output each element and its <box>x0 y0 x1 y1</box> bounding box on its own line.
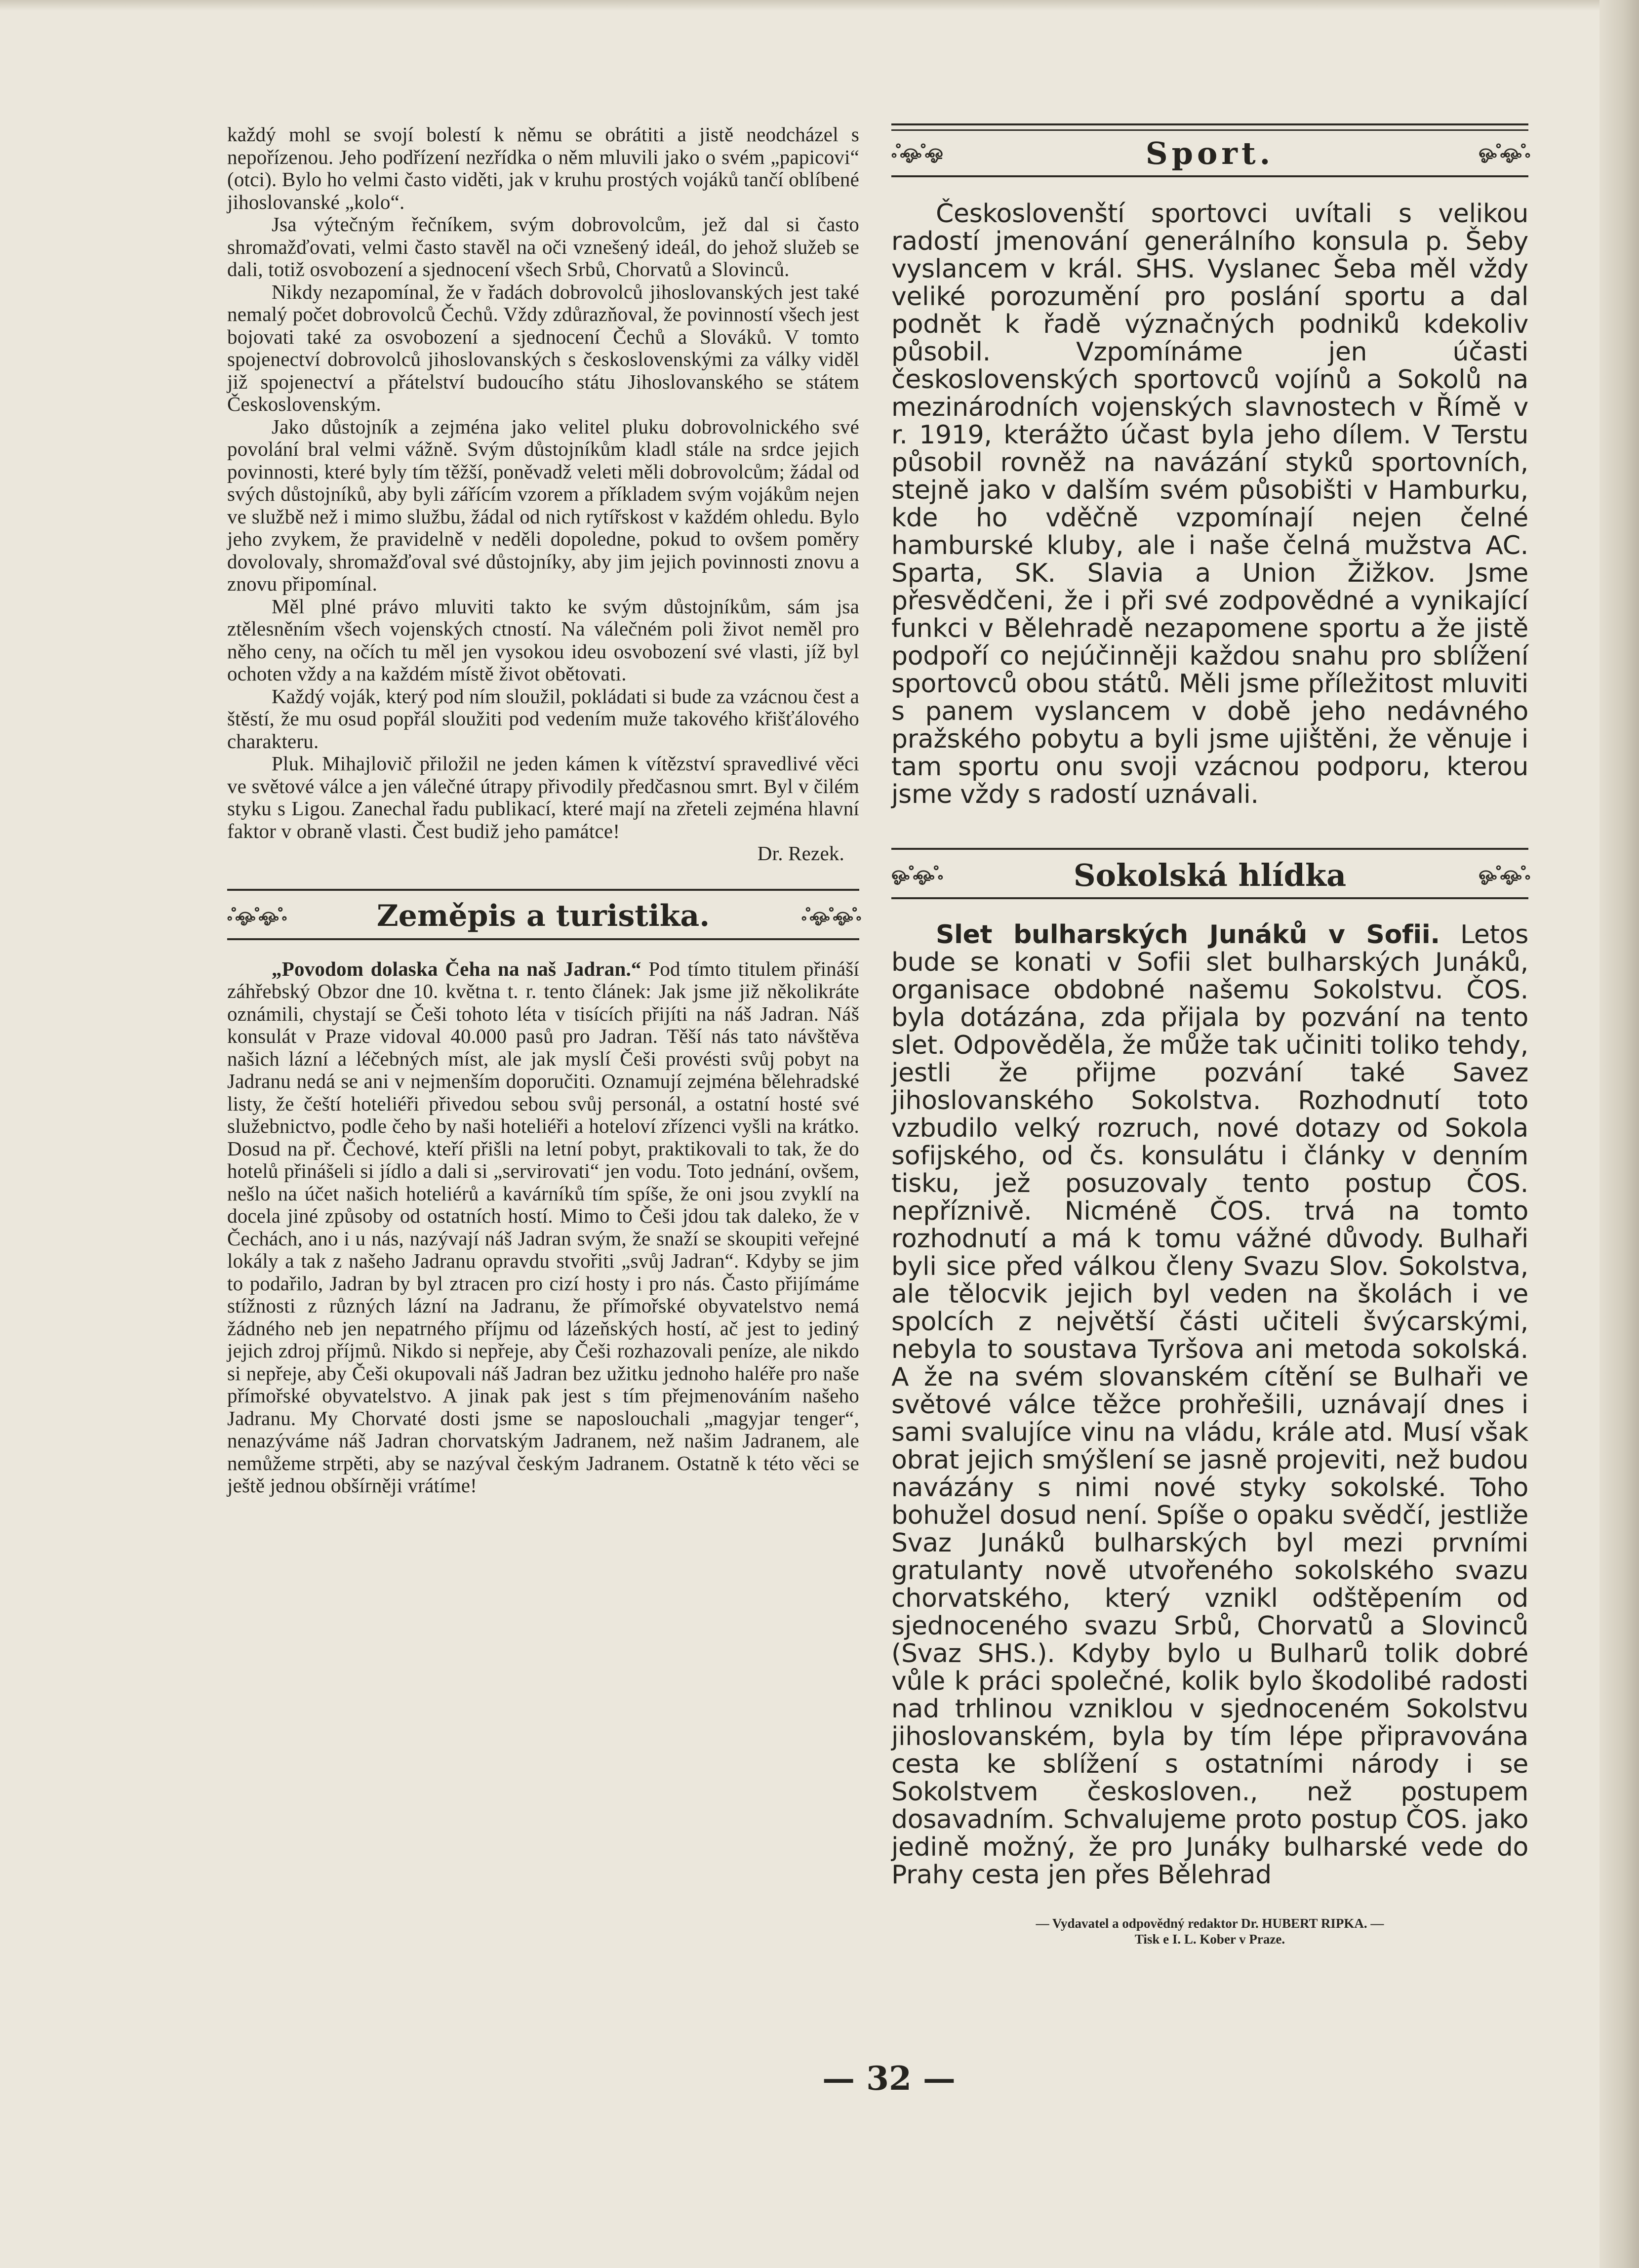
ornament-left-icon: ஃஓஃஓஃ <box>227 905 285 925</box>
ornament-left-icon: ஃஓஃஓ <box>891 142 941 162</box>
page-right-edge <box>1599 0 1639 2268</box>
right-column <box>891 123 1528 1947</box>
section-divider <box>227 889 859 891</box>
sokol-section-title: Sokolská hlídka <box>1073 857 1347 893</box>
obituary-paragraph: Každý voják, který pod ním sloužil, pokládati si bude za vzácnou čest a štěstí, že mu osud popřál sloužiti pod vedením muže takového křišťálového charakteru. <box>227 684 859 753</box>
sport-section-header <box>891 131 1528 175</box>
obituary-paragraph: každý mohl se svojí bolestí k němu se obrátiti a jistě neodcházel s nepořízenou. Jeho podřízení nezřídka o něm mluvili jako o svém „papicovi“ (otci). Bylo ho velmi často viděti, jak v kruhu prostých vojáků tančí oblíbené jihoslovanské „kolo“. <box>227 123 859 213</box>
page-top-shadow <box>0 0 1639 11</box>
obituary-paragraph: Nikdy nezapomínal, že v řadách dobrovolců jihoslovanských jest také nemalý počet dobrovolců Čechů. Vždy zdůrazňoval, že povinností všech jest bojovati také za osvobození a sjednocení Čechů a Slováků. V tomto spojenectví dobrovolců jihoslovanských s československými za války viděl již spojenectví a přátelství budoucího státu Jihoslovanského se státem Československým. <box>227 280 859 415</box>
sokol-article <box>891 921 1528 1889</box>
publisher-credit: — Vydavatel a odpovědný redaktor Dr. HUBERT RIPKA. — <box>1036 1916 1384 1931</box>
geography-article <box>227 958 859 1497</box>
author-signature: Dr. Rezek. <box>757 842 844 865</box>
ornament-right-icon: ஓஃஓஃ <box>1479 864 1528 884</box>
geography-section-header <box>227 894 859 938</box>
article-lead: Slet bulharských Junáků v Sofii. <box>936 920 1440 950</box>
sokol-section-header <box>891 853 1528 897</box>
obituary-paragraph: Pluk. Mihajlovič přiložil ne jeden kámen k vítězství spravedlivé věci ve světové válce a jen válečné útrapy přivodily předčasnou smrt. Byl v čilém styku s Ligou. Zanechal řadu publikací, které mají na zřeteli zejména hlavní faktor v obraně vlasti. Čest budiž jeho památce! <box>227 752 859 842</box>
geography-section-title: Zeměpis a turistika. <box>376 898 710 933</box>
sport-section-title: Sport. <box>1145 135 1275 171</box>
printer-credit: Tisk e I. L. Kober v Praze. <box>1134 1932 1285 1947</box>
section-divider <box>891 848 1528 850</box>
ornament-right-icon: ஓஃஓஃ <box>1479 142 1528 162</box>
article-body: Pod tímto titulem přináší záhřebský Obzor dne 10. května t. r. tento článek: Jak jsme již několikráte oznámili, chystají se Češi tohoto léta v tisících přijíti na náš Jadran. Náš konsulát v Praze vidoval 40.000 pasů pro Jadran. Těší nás tato návštěva našich lázní a léčebných míst, ale jak myslí Češi provésti svůj pobyt na Jadranu nedá se ani v nejmenším doporučiti. Oznamují zejména bělehradské listy, že čeští hoteliéři přivedou sebou svůj personál, a ostatní hosté své služebnictvo, podle čeho by naši hoteliéři a hoteloví zřízenci vyšli na krátko. Dosud na př. Čechové, kteří přišli na letní pobyt, praktikovali to tak, že do hotelů přinášeli si jídlo a dali si „servirovati“ jen vodu. Toto jednání, ovšem, nešlo na účet našich hoteliérů a kavárníků tím spíše, že oni jsou zvyklí na docela jiné způsoby od ostatních hostí. Mimo to Češi jdou tak daleko, že v Čechách, ano i u nás, nazývají náš Jadran svým, že snaží se skoupiti veřejné lokály a tak z našeho Jadranu opravdu stvořiti „svůj Jadran“. Kdyby se jim to podařilo, Jadran by byl ztracen pro cizí hosty i pro nás. Často přijímáme stížnosti z různých lázní na Jadranu, že přímořské obyvatelstvo nemá žádného neb jen nepatrného příjmu od lázeňských hostí, ač jest to jediný jejich zdroj příjmů. Nikdo si nepřeje, aby Češi rozhazovali peníze, ale nikdo si nepřeje, aby Češi okupovali náš Jadran bez užitku jednoho haléře pro naše přímořské obyvatelstvo. A jinak pak jest s tím přejmenováním našeho Jadranu. My Chorvaté dosti jsme se naposlouchali „magyjar tenger“, nenazýváme náš Jadran chorvatským Jadranem, než našim Jadranem, ale nemůžeme strpěti, aby se nazýval českým Jadranem. Ostatně k této věci se ještě jednou obšírněji vrátíme! <box>227 957 859 1497</box>
obituary-paragraph: Měl plné právo mluviti takto ke svým důstojníkům, sám jsa ztělesněním všech vojenských ctností. Na válečném poli život neměl pro něho ceny, na očích tu měl jen vysokou ideu osvobození své vlasti, jíž byl ochoten vždy a na každém místě život obětovati. <box>227 595 859 685</box>
article-body: Letos bude se konati v Sofii slet bulharských Junáků, organisace obdobné našemu Sokolstvu. ČOS. byla dotázána, zda přijala by pozvání na tento slet. Odpověděla, že může tak učiniti toliko tehdy, jestli že přijme pozvání také Savez jihoslovanského Sokolstva. Rozhodnutí toto vzbudilo velký rozruch, nové dotazy od Sokola sofijského, od čs. konsulátu i články v denním tisku, jež posuzovaly tento postup ČOS. nepříznivě. Nicméně ČOS. trvá na tomto rozhodnutí a má k tomu vážné důvody. Bulhaři byli sice před válkou členy Svazu Slov. Sokolstva, ale tělocvik jejich byl veden na školách i ve spolcích z největší části učiteli švýcarskými, nebyla to soustava Tyršova ani metoda sokolská. A že na svém slovanském cítění se Bulhaři ve světové válce těžce prohřešili, uznávají dnes i sami svalujíce vinu na vládu, krále atd. Musí však obrat jejich smýšlení se jasně projeviti, než budou navázány s nimi nové styky sokolské. Toho bohužel dosud není. Spíše o opaku svědčí, jestliže Svaz Junáků bulharských byl mezi prvními gratulanty nově utvořeného sokolského svazu chorvatského, který vznikl odštěpením od sjednoceného svazu Srbů, Chorvatů a Slovinců (Svaz SHS.). Kdyby bylo u Bulharů tolik dobré vůle k práci společné, kolik bylo škodolibé radosti nad trhlinou vzniklou v sjednoceném Sokolstvu jihoslovanském, byla by tím lépe připravována cesta ke sblížení s ostatními národy i se Sokolstvem českosloven., než postupem dosavadním. Schvalujeme proto postup ČOS. jako jedině možný, že pro Junáky bulharské vede do Prahy cesta jen přes Bělehrad <box>891 920 1529 1890</box>
ornament-left-icon: ஓஃஓஃ <box>891 864 941 884</box>
article-lead: „Povodom dolaska Čeha na naš Jadran.“ <box>272 957 641 980</box>
left-column <box>227 123 859 1497</box>
obituary-paragraph: Jsa výtečným řečníkem, svým dobrovolcům, jež dal si často shromažďovati, velmi často stavěl na oči vznešený ideál, do jehož služeb se dali, totiž osvobození a sjednocení všech Srbů, Chorvatů a Slovinců. <box>227 213 859 280</box>
section-divider <box>891 123 1528 131</box>
sport-article: Českoslovenští sportovci uvítali s velikou radostí jmenování generálního konsula p. Šeby vyslancem v král. SHS. Vyslanec Šeba měl vždy veliké porozumění pro poslání sportu a dal podnět k řadě význačných podniků kdekoliv působil. Vzpomínáme jen účasti československých sportovců vojínů a Sokolů na mezinárodních vojenských slavnostech v Římě v r. 1919, kterážto účast byla jeho dílem. V Terstu působil rovněž na navázání styků sportovních, stejně jako v dalším svém působišti v Hamburku, kde ho vděčně vzpomínají nejen čelné hamburské kluby, ale i naše čelná mužstva AC. Sparta, SK. Slavia a Union Žižkov. Jsme přesvědčeni, že i při své zodpovědné a vynikající funkci v Bělehradě nezapomene sportu a že jistě podpoří co nejúčinněji každou snahu pro sblížení sportovců obou států. Měli jsme příležitost mluviti s panem vyslancem v době jeho nedávného pražského pobytu a byli jsme ujištěni, že věnuje i tam sportu onu svoji vzácnou podporu, kterou jsme vždy s radostí uznávali. <box>891 199 1528 809</box>
page-number: — 32 — <box>822 2059 956 2098</box>
ornament-right-icon: ஃஓஃஓஃ <box>801 905 859 925</box>
obituary-paragraph: Jako důstojník a zejména jako velitel pluku dobrovolnického své povolání bral velmi vážně. Svým důstojníkům kladl stále na srdce jejich povinnosti, které byly tím těžší, poněvadž veleti měli dobrovolcům; žádal od svých důstojníků, aby byli zářícím vzorem a příkladem svým vojákům nejen ve službě než i mimo službu, žádal od nich rytířskost v každém ohledu. Bylo jeho zvykem, že pravidelně v neděli dopoledne, pokud to ovšem poměry dovolovaly, shromažďoval své důstojníky, aby jim jejich povinnosti znovu a znovu připomínal. <box>227 415 859 595</box>
